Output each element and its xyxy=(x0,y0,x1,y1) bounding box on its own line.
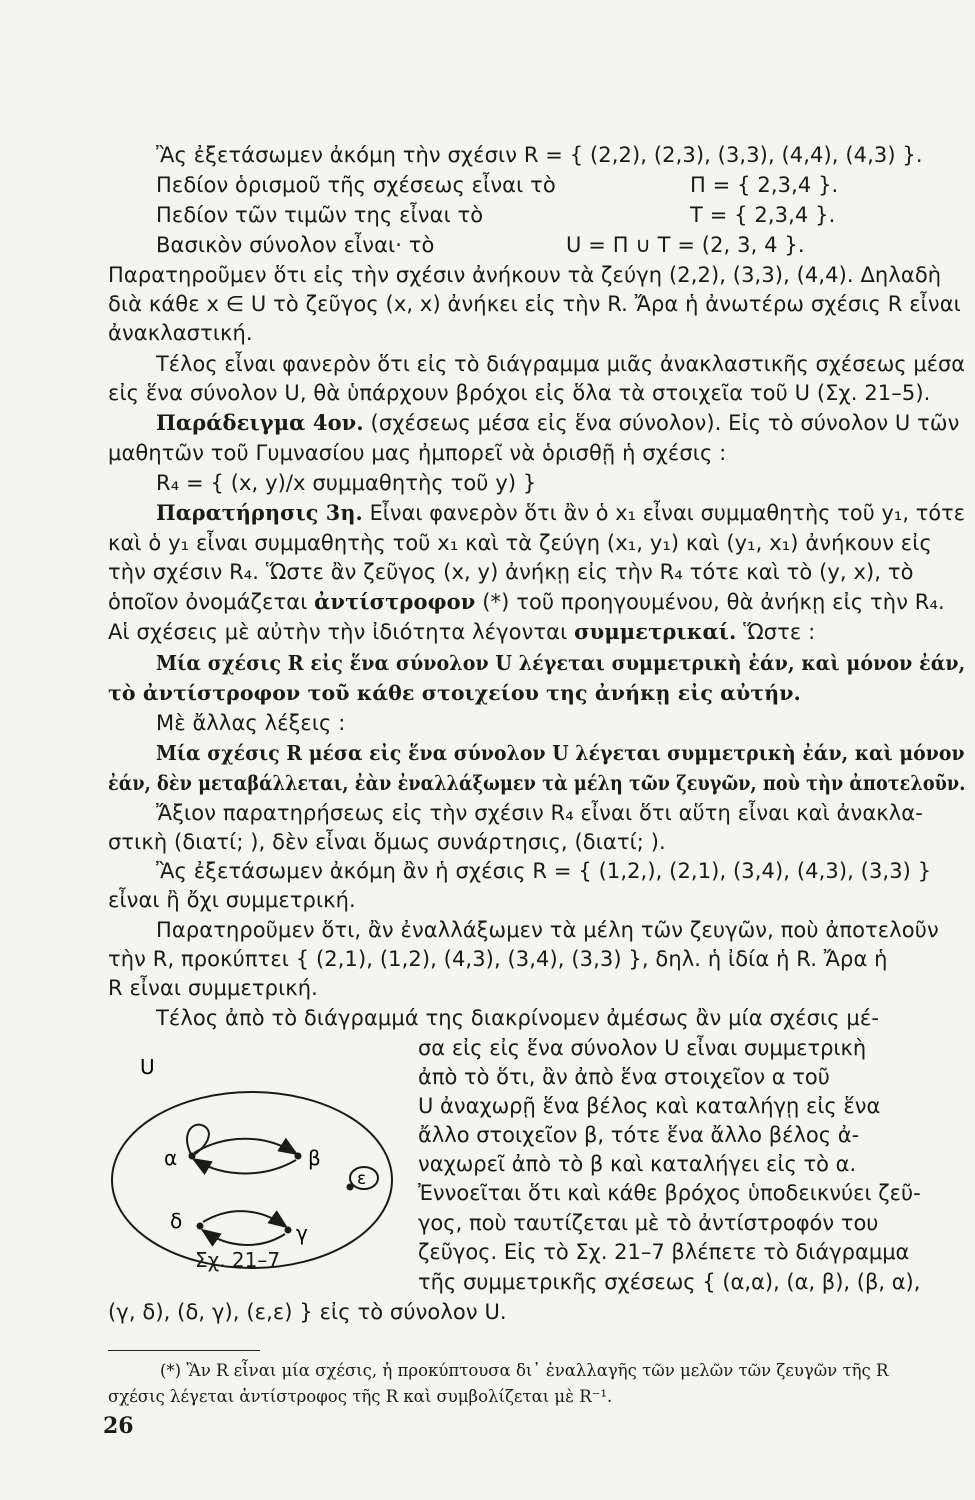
text-line: Βασικὸν σύνολον εἶναι· τὸ xyxy=(156,233,435,257)
text-span: Εἶναι φανερὸν ὅτι ἂν ὁ x₁ εἶναι συμμαθητὴς τοῦ y₁, τότε xyxy=(362,501,966,525)
footnote-rule xyxy=(108,1350,260,1351)
text-span: (σχέσεως μέσα εἰς ἕνα σύνολον). Εἰς τὸ σύνολον U τῶν xyxy=(363,411,960,435)
text-line: Μὲ ἄλλας λέξεις : xyxy=(156,711,346,735)
math-expression: Π = { 2,3,4 }. xyxy=(690,173,839,197)
text-line: Πεδίον ὁρισμοῦ τῆς σχέσεως εἶναι τὸ xyxy=(156,173,556,197)
page-number: 26 xyxy=(103,1413,134,1439)
text-line: Τέλος εἶναι φανερὸν ὅτι εἰς τὸ διάγραμμα μιᾶς ἀνακλαστικῆς σχέσεως μέσα xyxy=(156,352,966,376)
text-line: Παρατηροῦμεν ὅτι εἰς τὴν σχέσιν ἀνήκουν τὰ ζεύγη (2,2), (3,3), (4,4). Δηλαδὴ xyxy=(108,263,942,287)
text-line: σα εἰς εἰς ἕνα σύνολον U εἶναι συμμετρικὴ xyxy=(418,1036,867,1060)
point-beta xyxy=(295,1153,302,1160)
text-line: Ἄξιον παρατηρήσεως εἰς τὴν σχέσιν R₄ εἶναι ὅτι αὕτη εἶναι καὶ ἀνακλα- xyxy=(156,801,923,825)
text-line: ναχωρεῖ ἀπὸ τὸ β καὶ καταλήγει εἰς τὸ α. xyxy=(418,1152,857,1176)
text-line: καὶ ὁ y₁ εἶναι συμμαθητὴς τοῦ x₁ καὶ τὰ ζεύγη (x₁, y₁) καὶ (y₁, x₁) ἀνήκουν εἰς xyxy=(108,531,932,555)
label-alpha: α xyxy=(164,1146,178,1170)
label-gamma: γ xyxy=(296,1221,308,1245)
text-line: (γ, δ), (δ, γ), (ε,ε) } εἰς τὸ σύνολον U. xyxy=(108,1300,507,1324)
footnote-line: (*) Ἂν R εἶναι μία σχέσις, ἡ προκύπτουσα δι᾽ ἐναλλαγῆς τῶν μελῶν τῶν ζευγῶν τῆς R xyxy=(160,1361,889,1380)
bold-term: συμμετρικαί. xyxy=(574,619,737,644)
text-line: ἀνακλαστική. xyxy=(108,321,253,345)
bold-term: ἀντίστροφον xyxy=(314,589,476,614)
text-line xyxy=(156,410,959,436)
text-span: (*) τοῦ προηγουμένου, θὰ ἀνήκῃ εἰς τὴν R₄. xyxy=(475,590,945,614)
math-expression: T = { 2,3,4 }. xyxy=(690,203,836,227)
footnote-line: σχέσις λέγεται ἀντίστροφος τῆς R καὶ συμβολίζεται μὲ R⁻¹. xyxy=(108,1387,613,1406)
relation-diagram xyxy=(100,1050,410,1280)
text-line: ζεῦγος. Εἰς τὸ Σχ. 21–7 βλέπετε τὸ διάγραμμα xyxy=(418,1240,910,1264)
text-line: Ἐννοεῖται ὅτι καὶ κάθε βρόχος ὑποδεικνύει ζεῦ- xyxy=(418,1181,921,1205)
point-delta xyxy=(197,1223,204,1230)
text-line: U ἀναχωρῇ ἕνα βέλος καὶ καταλήγῃ εἰς ἕνα xyxy=(418,1094,881,1118)
text-span: Ὥστε : xyxy=(736,620,816,644)
text-line: ἀπὸ τὸ ὅτι, ἂν ἀπὸ ἕνα στοιχεῖον α τοῦ xyxy=(418,1065,830,1089)
text-span: ὁποῖον ὀνομάζεται xyxy=(108,590,315,614)
text-line xyxy=(108,619,815,645)
arrow-delta-gamma xyxy=(203,1211,285,1226)
text-line: τὴν σχέσιν R₄. Ὥστε ἂν ζεῦγος (x, y) ἀνήκῃ εἰς τὴν R₄ τότε καὶ τὸ (y, x), τὸ xyxy=(108,560,914,584)
text-line: γος, ποὺ ταυτίζεται μὲ τὸ ἀντίστροφόν του xyxy=(418,1211,879,1235)
text-line: ἄλλο στοιχεῖον β, τότε ἕνα ἄλλο βέλος ἀ- xyxy=(418,1123,860,1147)
label-delta: δ xyxy=(170,1209,183,1233)
text-line: Ἂς ἐξετάσωμεν ἀκόμη ἂν ἡ σχέσις R = { (1,2,), (2,1), (3,4), (4,3), (3,3) } xyxy=(156,859,932,883)
math-expression: U = Π ∪ T = (2, 3, 4 }. xyxy=(566,233,805,257)
text-line: Πεδίον τῶν τιμῶν της εἶναι τὸ xyxy=(156,203,484,227)
text-line: Τέλος ἀπὸ τὸ διάγραμμά της διακρίνομεν ἀμέσως ἂν μία σχέσις μέ- xyxy=(156,1006,880,1030)
text-line: τὴν R, προκύπτει { (2,1), (1,2), (4,3), (3,4), (3,3) }, δηλ. ἡ ἰδία ἡ R. Ἄρα ἡ xyxy=(108,947,888,971)
label-beta: β xyxy=(308,1146,321,1170)
text-line xyxy=(108,589,945,615)
definition-line: Μία σχέσις R μέσα εἰς ἕνα σύνολον U λέγεται συμμετρικὴ ἐάν, καὶ μόνον xyxy=(156,741,965,765)
text-line: στικὴ (διατί; ), δὲν εἶναι ὅμως συνάρτησις, (διατί; ). xyxy=(108,830,666,854)
text-span: Αἱ σχέσεις μὲ αὐτὴν τὴν ἰδιότητα λέγονται xyxy=(108,620,575,644)
text-line: Ἂς ἐξετάσωμεν ἀκόμη τὴν σχέσιν R = { (2,2), (2,3), (3,3), (4,4), (4,3) }. xyxy=(156,143,923,167)
text-line: εἰς ἕνα σύνολον U, θὰ ὑπάρχουν βρόχοι εἰς ὅλα τὰ στοιχεῖα τοῦ U (Σχ. 21–5). xyxy=(108,381,931,405)
text-line: μαθητῶν τοῦ Γυμνασίου μας ἠμπορεῖ νὰ ὁρισθῇ ἡ σχέσις : xyxy=(108,441,727,465)
label-epsilon: ε xyxy=(357,1169,367,1189)
definition-line: Μία σχέσις R εἰς ἕνα σύνολον U λέγεται συμμετρικὴ ἐάν, καὶ μόνον ἐάν, xyxy=(156,651,966,675)
arrow-alpha-beta xyxy=(194,1139,295,1153)
definition-line: ἐάν, δὲν μεταβάλλεται, ἐὰν ἐναλλάξωμεν τὰ μέλη τῶν ζευγῶν, ποὺ τὴν ἀποτελοῦν. xyxy=(108,771,966,795)
remark-heading: Παρατήρησις 3η. xyxy=(156,500,363,525)
definition-line: τὸ ἀντίστροφον τοῦ κάθε στοιχείου της ἀνήκῃ εἰς αὐτήν. xyxy=(108,681,801,705)
example-heading: Παράδειγμα 4ον. xyxy=(156,410,364,435)
arrow-gamma-delta xyxy=(204,1231,285,1245)
text-line: τῆς συμμετρικῆς σχέσεως { (α,α), (α, β), (β, α), xyxy=(418,1270,921,1294)
text-line: Παρατηροῦμεν ὅτι, ἂν ἐναλλάξωμεν τὰ μέλη τῶν ζευγῶν, ποὺ ἀποτελοῦν xyxy=(156,918,939,942)
text-line: διὰ κάθε x ∈ U τὸ ζεῦγος (x, x) ἀνήκει εἰς τὴν R. Ἄρα ἡ ἀνωτέρω σχέσις R εἶναι xyxy=(108,292,961,316)
text-line xyxy=(156,500,965,526)
text-line: R εἶναι συμμετρική. xyxy=(108,976,318,1000)
figure-caption: Σχ. 21–7 xyxy=(195,1248,281,1272)
text-line: εἶναι ἢ ὄχι συμμετρική. xyxy=(108,888,356,912)
arrow-beta-alpha xyxy=(195,1160,296,1174)
set-label: U xyxy=(140,1055,155,1079)
point-gamma xyxy=(285,1227,292,1234)
math-expression: R₄ = { (x, y)/x συμμαθητὴς τοῦ y) } xyxy=(156,471,537,495)
